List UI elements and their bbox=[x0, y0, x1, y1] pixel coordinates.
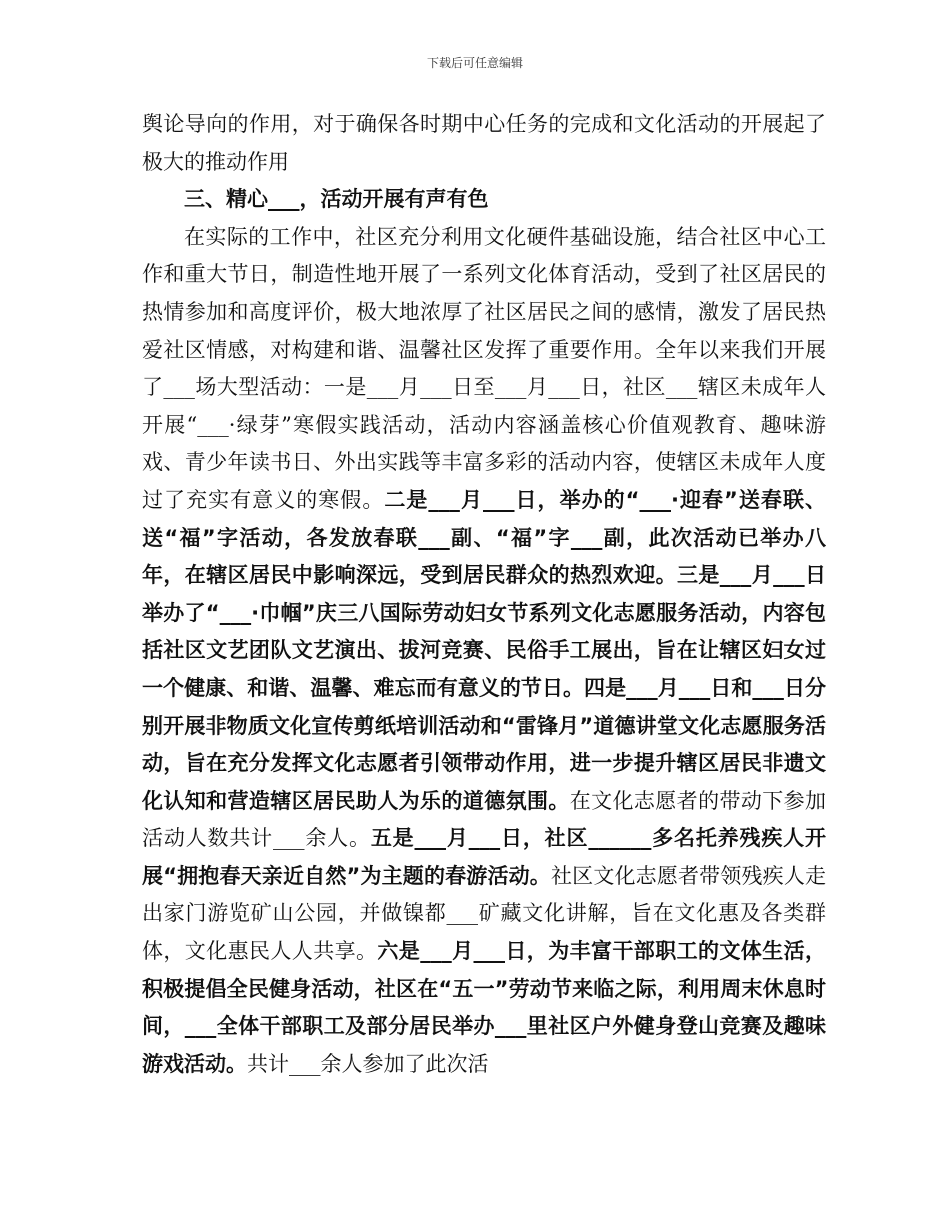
text-segment-participants: 在文化志愿者的带动下参加活动人数共计___余人。 bbox=[142, 788, 827, 851]
text-segment-bold-fitness: 六是___月___日，为丰富干部职工的文体生活，积极提倡全民健身活动，社区在“五一”劳动节来临之际，利用周末休息时间，___全体干部职工及部分居民举办___里社区户外健身登山竞赛及趣味游戏活动。 bbox=[142, 939, 827, 1076]
text-segment-volunteers: 社区文化志愿者带领残疾人走出家门游览矿山公园，并做镍都___矿藏文化讲解，旨在文化惠及各类群体，文化惠民人人共享。 bbox=[142, 863, 827, 964]
document-body bbox=[142, 106, 826, 1083]
paragraph-activities bbox=[142, 219, 826, 1084]
text-segment-total: 共计___余人参加了此次活 bbox=[247, 1051, 489, 1076]
paragraph-continuation: 舆论导向的作用，对于确保各时期中心任务的完成和文化活动的开展起了极大的推动作用 bbox=[142, 112, 826, 174]
text-segment-bold-spring-outing: 五是___月___日，社区______多名托养残疾人开展“拥抱春天亲近自然”为主题的春游活动。 bbox=[142, 826, 827, 888]
section-heading: 三、精心___，活动开展有声有色 bbox=[184, 187, 489, 212]
page-header-note: 下载后可任意编辑 bbox=[426, 56, 523, 70]
text-segment-intro: 在实际的工作中，社区充分利用文化硬件基础设施，结合社区中心工作和重大节日，制造性地开展了一系列文化体育活动，受到了社区居民的热情参加和高度评价，极大地浓厚了社区居民之间的感情，激发了居民热爱社区情感，对构建和谐、温馨社区发挥了重要作用。全年以来我们开展了___场大型活动：一是___月___日至___月___日，社区___辖区未成年人开展“___·绿芽”寒假实践活动，活动内容涵盖核心价值观教育、趣味游戏、青少年读书日、外出实践等丰富多彩的活动内容，使辖区未成年人度过了充实有意义的寒假。 bbox=[142, 224, 826, 512]
text-segment-bold-activities: 二是___月___日，举办的“___·迎春”送春联、送“福”字活动，各发放春联___副、“福”字___副，此次活动已举办八年，在辖区居民中影响深远，受到居民群众的热烈欢迎。三是___月___日举办了“___·巾帼”庆三八国际劳动妇女节系列文化志愿服务活动，内容包括社区文艺团队文艺演出、拔河竞赛、民俗手工展出，旨在让辖区妇女过一个健康、和谐、温馨、难忘而有意义的节日。四是___月___日和___日分别开展非物质文化宣传剪纸培训活动和“雷锋月”道德讲堂文化志愿服务活动，旨在充分发挥文化志愿者引领带动作用，进一步提升辖区居民非遗文化认知和营造辖区居民助人为乐的道德氛围。 bbox=[142, 487, 826, 813]
